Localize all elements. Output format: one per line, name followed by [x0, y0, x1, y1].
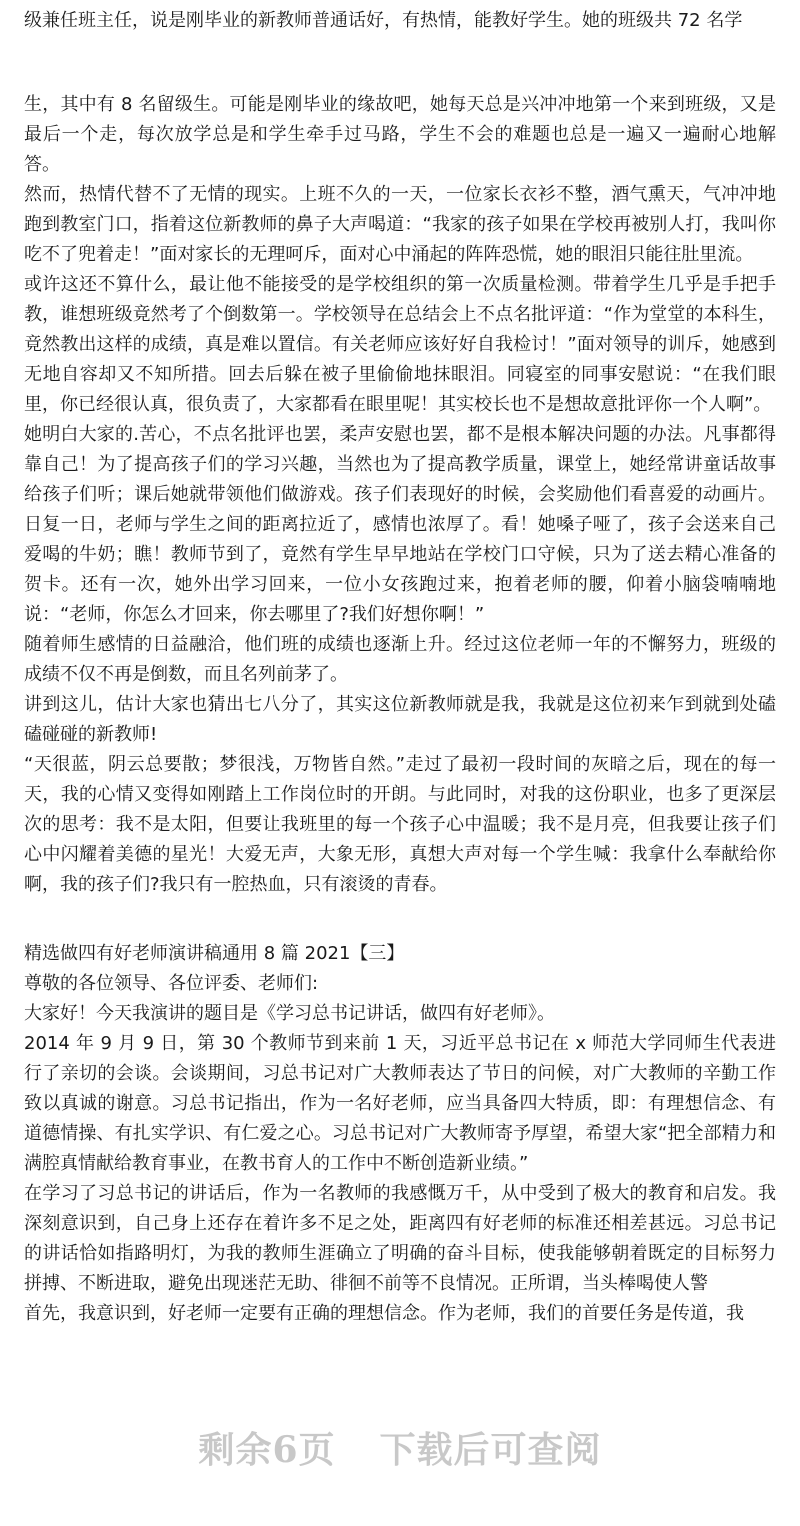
paragraph: “天很蓝，阴云总要散；梦很浅，万物皆自然。”走过了最初一段时间的灰暗之后，现在的每一天，我的心情又变得如刚踏上工作岗位时的开朗。与此同时，对我的这份职业，也多了更深层次的思考：我不是太阳，但要让我班里的每一个孩子心中温暖；我不是月亮，但我要让孩子们心中闪耀着美德的星光！大爱无声，大象无形，真想大声对每一个学生喊：我拿什么奉献给你啊，我的孩子们?我只有一腔热血，只有滚烫的青春。 — [24, 754, 776, 895]
paragraph: 然而，热情代替不了无情的现实。上班不久的一天，一位家长衣衫不整，酒气熏天，气冲冲地跑到教室门口，指着这位新教师的鼻子大声喝道：“我家的孩子如果在学校再被别人打，我叫你吃不了兜着走！”面对家长的无理呵斥，面对心中涌起的阵阵恐慌，她的眼泪只能往肚里流。 — [24, 184, 776, 265]
download-banner[interactable] — [0, 1420, 800, 1480]
paragraph: 首先，我意识到，好老师一定要有正确的理想信念。作为老师，我们的首要任务是传道，我 — [24, 1303, 744, 1324]
paragraph: 讲到这儿，估计大家也猜出七八分了，其实这位新教师就是我，我就是这位初来乍到就到处磕磕碰碰的新教师! — [24, 694, 776, 745]
section2 — [24, 939, 776, 1329]
section1-body — [24, 90, 776, 900]
paragraph: 生，其中有 8 名留级生。可能是刚毕业的缘故吧，她每天总是兴冲冲地第一个来到班级，又是最后一个走，每次放学总是和学生牵手过马路，学生不会的难题也总是一遍又一遍耐心地解答。 — [24, 94, 776, 175]
paragraph: 尊敬的各位领导、各位评委、老师们: — [24, 973, 319, 994]
paragraph: 或许这还不算什么，最让他不能接受的是学校组织的第一次质量检测。带着学生几乎是手把手教，谁想班级竟然考了个倒数第一。学校领导在总结会上不点名批评道：“作为堂堂的本科生，竟然教出这样的成绩，真是难以置信。有关老师应该好好自我检讨！”面对领导的训斥，她感到无地自容却又不知所措。回去后躲在被子里偷偷地抹眼泪。同寝室的同事安慰说：“在我们眼里，你已经很认真，很负责了，大家都看在眼里呢！其实校长也不是想故意批评你一个人啊”。 — [24, 274, 776, 415]
paragraph: 大家好！今天我演讲的题目是《学习总书记讲话，做四有好老师》。 — [24, 1003, 555, 1024]
paragraph: 在学习了习总书记的讲话后，作为一名教师的我感慨万千，从中受到了极大的教育和启发。我深刻意识到，自己身上还存在着许多不足之处，距离四有好老师的标准还相差甚远。习总书记的讲话恰如指路明灯，为我的教师生涯确立了明确的奋斗目标，使我能够朝着既定的目标努力拼搏、不断进取，避免出现迷茫无助、徘徊不前等不良情况。正所谓，当头棒喝使人警 — [24, 1183, 776, 1294]
paragraph: 她明白大家的.苦心，不点名批评也罢，柔声安慰也罢，都不是根本解决问题的办法。凡事都得靠自己！为了提高孩子们的学习兴趣，当然也为了提高教学质量，课堂上，她经常讲童话故事给孩子们听；课后她就带领他们做游戏。孩子们表现好的时候，会奖励他们看喜爱的动画片。日复一日，老师与学生之间的距离拉近了，感情也浓厚了。看！她嗓子哑了，孩子会送来自己爱喝的牛奶；瞧！教师节到了，竟然有学生早早地站在学校门口守候，只为了送去精心准备的贺卡。还有一次，她外出学习回来，一位小女孩跑过来，抱着老师的腰，仰着小脑袋喃喃地说：“老师，你怎么才回来，你去哪里了?我们好想你啊！” — [24, 424, 776, 625]
download-prompt-label[interactable]: 下载后可查阅 — [379, 1429, 602, 1471]
remaining-pages-label: 剩余6页 — [198, 1429, 336, 1471]
section-heading: 精选做四有好老师演讲稿通用 8 篇 2021【三】 — [24, 943, 405, 964]
paragraph: 级兼任班主任，说是刚毕业的新教师普通话好，有热情，能教好学生。她的班级共 72 名学 — [24, 10, 743, 31]
paragraph: 随着师生感情的日益融洽，他们班的成绩也逐渐上升。经过这位老师一年的不懈努力，班级的成绩不仅不再是倒数，而且名列前茅了。 — [24, 634, 776, 685]
paragraph: 2014 年 9 月 9 日，第 30 个教师节到来前 1 天，习近平总书记在 x 师范大学同师生代表进行了亲切的会谈。会谈期间，习总书记对广大教师表达了节日的问候，对广大教师的辛勤工作致以真诚的谢意。习总书记指出，作为一名好老师，应当具备四大特质，即：有理想信念、有道德情操、有扎实学识、有仁爱之心。习总书记对广大教师寄予厚望，希望大家“把全部精力和满腔真情献给教育事业，在教书育人的工作中不断创造新业绩。” — [24, 1033, 776, 1174]
top-partial-line — [24, 6, 776, 36]
